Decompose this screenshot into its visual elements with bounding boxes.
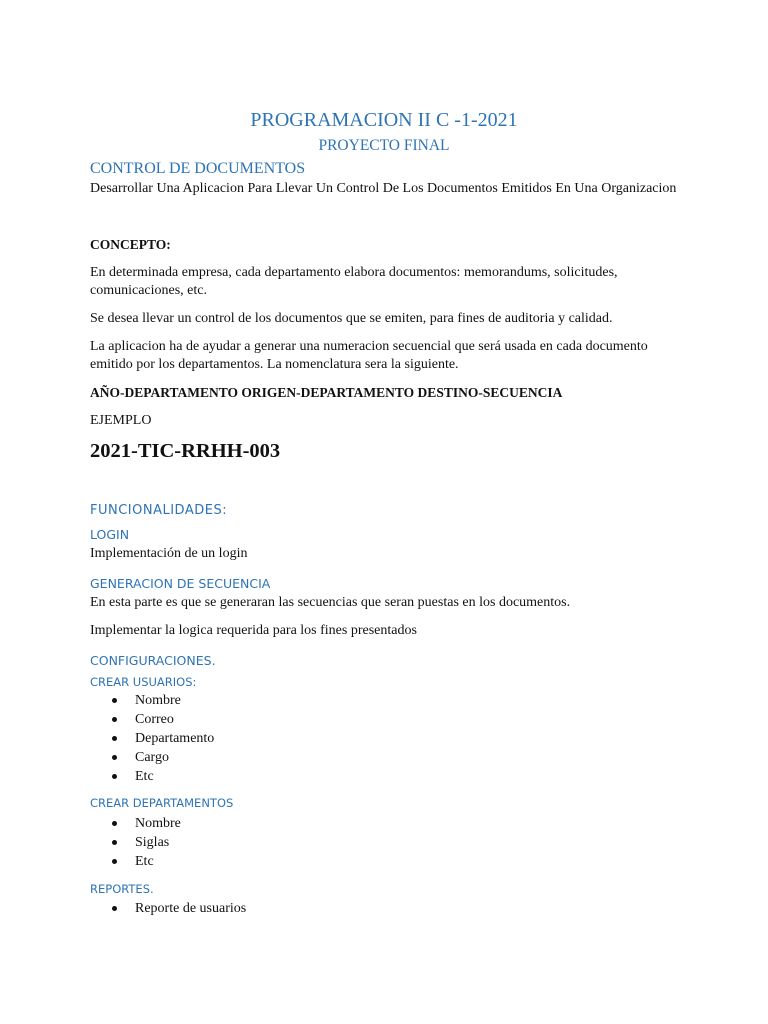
list-item: Nombre — [112, 691, 214, 710]
concepto-paragraph-1-line-1: En determinada empresa, cada departamento elabora documentos: memorandums, solicitudes, — [90, 265, 618, 280]
usuarios-list — [112, 691, 214, 786]
bullet-icon — [112, 906, 117, 911]
bullet-icon — [112, 821, 117, 826]
document-title: PROGRAMACION II C -1-2021 — [250, 109, 518, 131]
configuraciones-heading: CONFIGURACIONES. — [90, 653, 216, 668]
funcionalidades-heading: FUNCIONALIDADES: — [90, 503, 228, 518]
concepto-paragraph-1-line-2: comunicaciones, etc. — [90, 283, 208, 298]
document-subtitle: PROYECTO FINAL — [318, 137, 450, 154]
bullet-icon — [112, 859, 117, 864]
list-item: Siglas — [112, 833, 181, 852]
concepto-paragraph-3-line-2: emitido por los departamentos. La nomenclatura sera la siguiente. — [90, 357, 459, 372]
bullet-icon — [112, 717, 117, 722]
reportes-list — [112, 899, 246, 918]
bullet-icon — [112, 840, 117, 845]
crear-departamentos-heading: CREAR DEPARTAMENTOS — [90, 796, 234, 810]
bullet-icon — [112, 774, 117, 779]
secuencia-heading: GENERACION DE SECUENCIA — [90, 576, 271, 591]
list-item: Etc — [112, 852, 181, 871]
section-heading-control: CONTROL DE DOCUMENTOS — [90, 160, 306, 177]
concepto-paragraph-2: Se desea llevar un control de los documentos que se emiten, para fines de auditoria y calidad. — [90, 311, 613, 326]
departamentos-list — [112, 814, 181, 871]
secuencia-text-2: Implementar la logica requerida para los fines presentados — [90, 623, 417, 638]
login-heading: LOGIN — [90, 527, 130, 542]
reportes-heading: REPORTES. — [90, 882, 154, 896]
concepto-paragraph-3-line-1: La aplicacion ha de ayudar a generar una numeracion secuencial que será usada en cada documento — [90, 339, 648, 354]
list-item: Cargo — [112, 748, 214, 767]
bullet-icon — [112, 736, 117, 741]
list-item: Departamento — [112, 729, 214, 748]
nomenclature-format: AÑO-DEPARTAMENTO ORIGEN-DEPARTAMENTO DESTINO-SECUENCIA — [90, 385, 563, 400]
bullet-icon — [112, 698, 117, 703]
list-item: Reporte de usuarios — [112, 899, 246, 918]
section-description: Desarrollar Una Aplicacion Para Llevar Un Control De Los Documentos Emitidos En Una Organizacion — [90, 181, 677, 196]
list-item: Nombre — [112, 814, 181, 833]
login-text: Implementación de un login — [90, 546, 248, 561]
concepto-heading: CONCEPTO: — [90, 237, 171, 252]
list-item: Correo — [112, 710, 214, 729]
ejemplo-value: 2021-TIC-RRHH-003 — [90, 440, 281, 462]
ejemplo-label: EJEMPLO — [90, 413, 152, 428]
bullet-icon — [112, 755, 117, 760]
list-item: Etc — [112, 767, 214, 786]
secuencia-text-1: En esta parte es que se generaran las secuencias que seran puestas en los documentos. — [90, 595, 571, 610]
crear-usuarios-heading: CREAR USUARIOS: — [90, 675, 197, 689]
